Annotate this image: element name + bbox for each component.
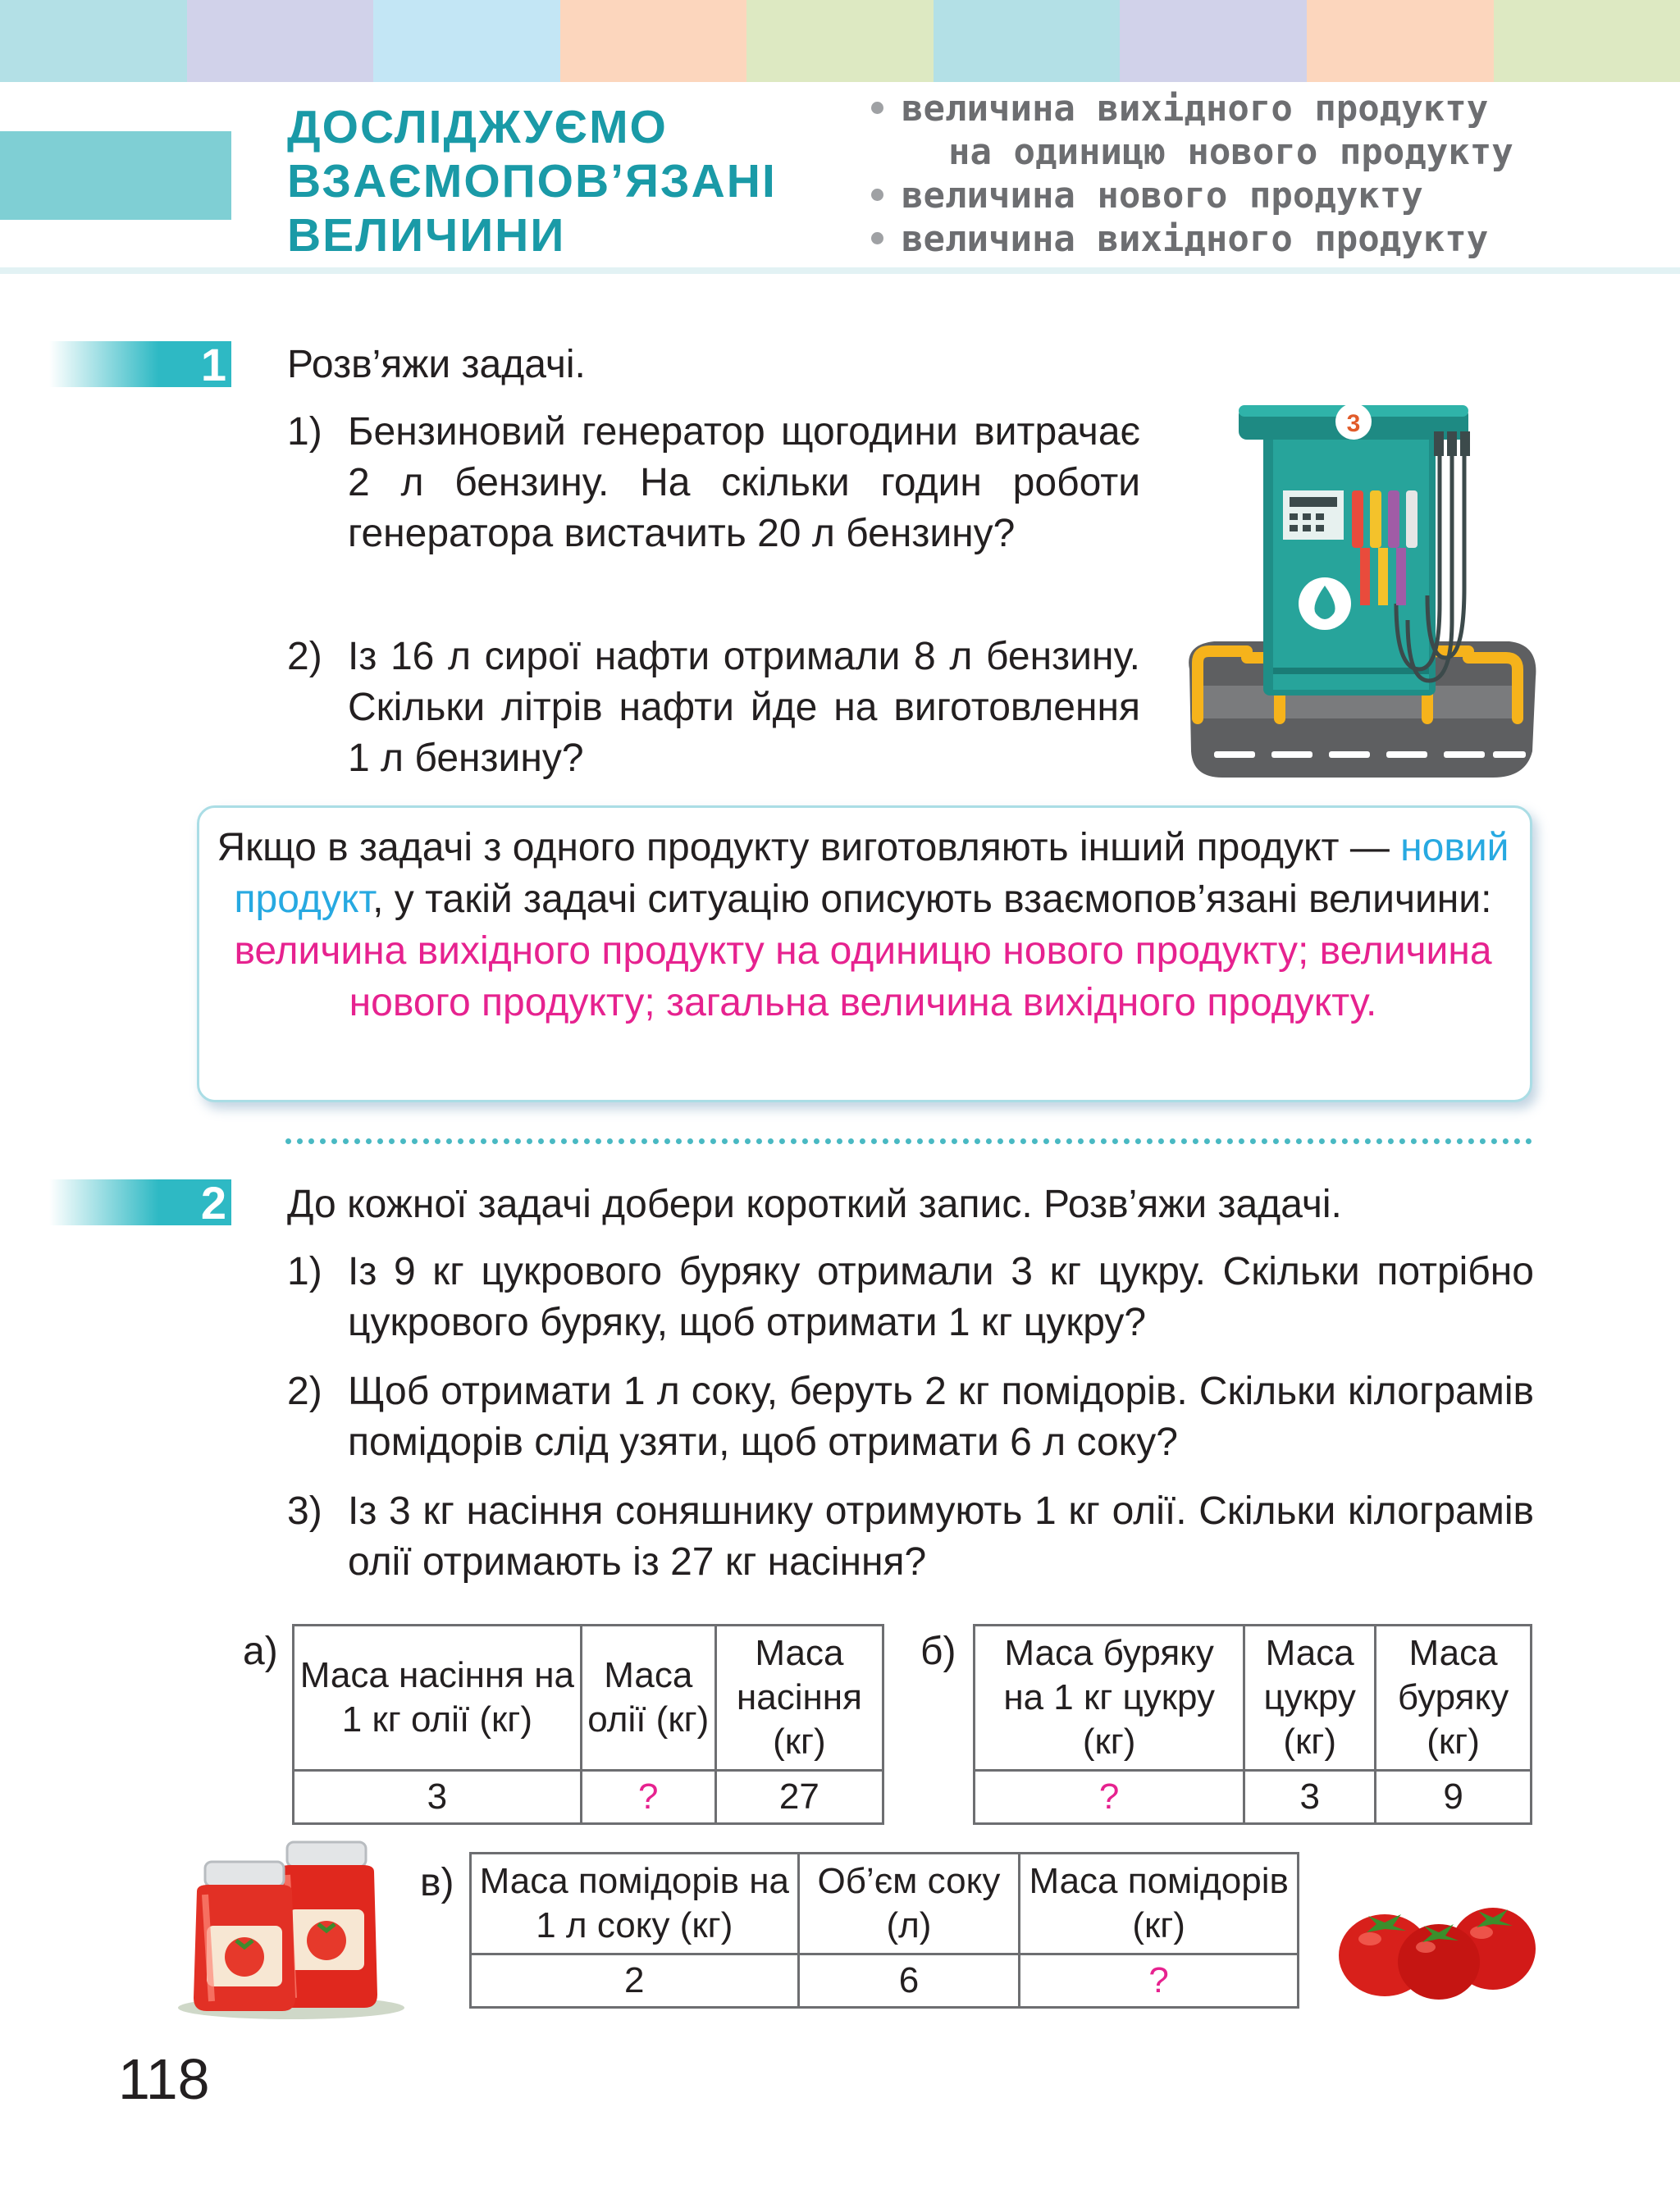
bullet-icon [871,232,883,244]
table-header-cell: Маса помідорів (кг) [1020,1854,1299,1954]
task2-intro: До кожної задачі добери короткий запис. Розв’яжи задачі. [287,1183,1342,1226]
tomato-juice-jars-illustration [172,1834,410,2023]
task2-item-3: 3) Із 3 кг насіння соняшнику отримують 1 кг олії. Скільки кілограмів олії отримають із 27 кг насіння? [287,1489,1534,1584]
table-header-cell: Маса насіння (кг) [715,1626,883,1771]
task1-intro: Розв’яжи задачі. [287,343,586,386]
topic-title-line: ВЕЛИЧИНИ [287,209,566,262]
strip-segment [0,0,187,82]
task2-item-1: 1) Із 9 кг цукрового буряку отримали 3 кг цукру. Скільки потрібно цукрового буряку, щоб отримати 1 кг цукру? [287,1250,1534,1344]
table-v [469,1852,1299,2009]
table-b [973,1624,1532,1825]
strip-segment [1494,0,1680,82]
bullet-icon [871,189,883,201]
table-cell: 27 [715,1771,883,1824]
table-row [294,1771,883,1824]
table-v-label: в) [420,1861,454,1904]
jar-icon [194,1862,295,2011]
task-number-badge: 2 [49,1179,231,1225]
tomato-icon [1398,1924,1480,2000]
top-color-strip [0,0,1680,82]
rule-text: Якщо в задачі з одного продукту виготовляють інший продукт — новий продукт, у такій задачі ситуацію описують взаємопов’язані величини: величина вихідного продукту на одиницю нового продукту; величина нового продукту; загальна величина вихідного продукту. [217,826,1509,1024]
strip-segment [373,0,560,82]
table-cell-unknown: ? [1020,1954,1299,2008]
key-term: величина вихідного продукту [871,217,1513,261]
table-header-cell: Маса буряку на 1 кг цукру (кг) [975,1626,1244,1771]
table-header-cell: Маса цукру (кг) [1244,1626,1376,1771]
table-cell: 6 [798,1954,1020,2008]
table-cell: 3 [294,1771,582,1824]
table-cell: 2 [471,1954,799,2008]
pump-number: 3 [1346,410,1361,437]
key-term: величина вихідного продукту [871,87,1513,130]
table-header-cell: Маса олії (кг) [581,1626,715,1771]
topic-title-line: ДОСЛІДЖУЄМО [287,101,668,153]
table-header-row [975,1626,1532,1771]
table-header-cell: Маса буряку (кг) [1376,1626,1532,1771]
table-row [471,1954,1299,2008]
key-term-continuation: на одиницю нового продукту [948,131,1513,173]
table-row [975,1771,1532,1824]
topic-title [287,100,812,262]
header-tab-decoration [0,131,231,220]
key-term: величина нового продукту [871,174,1513,217]
table-header-row [294,1626,883,1771]
strip-segment [560,0,747,82]
page-number: 118 [118,2047,210,2111]
bullet-icon [871,102,883,114]
strip-segment [187,0,374,82]
table-b-label: б) [920,1630,956,1673]
task1-item-1: 1) Бензиновий генератор щогодини витрачає 2 л бензину. На скільки годин роботи генератора вистачить 20 л бензину? [287,410,1140,555]
fuel-nozzles [1360,548,1406,605]
highlight-new-product: новий продукт [234,826,1509,921]
table-cell: 3 [1244,1771,1376,1824]
dotted-separator [285,1138,1532,1144]
strip-segment [746,0,934,82]
table-cell-unknown: ? [975,1771,1244,1824]
topic-title-line: ВЗАЄМОПОВ’ЯЗАНІ [287,155,777,208]
highlight-quantities: величина вихідного продукту на одиницю нового продукту; величина нового продукту; загальна величина вихідного продукту. [234,929,1492,1024]
strip-segment [1307,0,1494,82]
fuel-pump-illustration [1181,399,1542,784]
task-number-badge: 1 [49,341,231,387]
table-header-cell: Маса насіння на 1 кг олії (кг) [294,1626,582,1771]
table-header-cell: Маса помідорів на 1 л соку (кг) [471,1854,799,1954]
table-a [292,1624,884,1825]
strip-segment [1120,0,1307,82]
strip-segment [934,0,1121,82]
task2-item-2: 2) Щоб отримати 1 л соку, беруть 2 кг помідорів. Скільки кілограмів помідорів слід узяти, щоб отримати 6 л соку? [287,1370,1534,1464]
table-cell: 9 [1376,1771,1532,1824]
table-a-label: а) [243,1630,278,1673]
tomatoes-illustration [1337,1878,1542,2001]
table-header-cell: Об’єм соку (л) [798,1854,1020,1954]
key-terms-list [871,87,1513,261]
table-cell-unknown: ? [581,1771,715,1824]
table-header-row [471,1854,1299,1954]
task1-item-2: 2) Із 16 л сирої нафти отримали 8 л бензину. Скільки літрів нафти йде на виготовлення 1 л бензину? [287,635,1140,780]
